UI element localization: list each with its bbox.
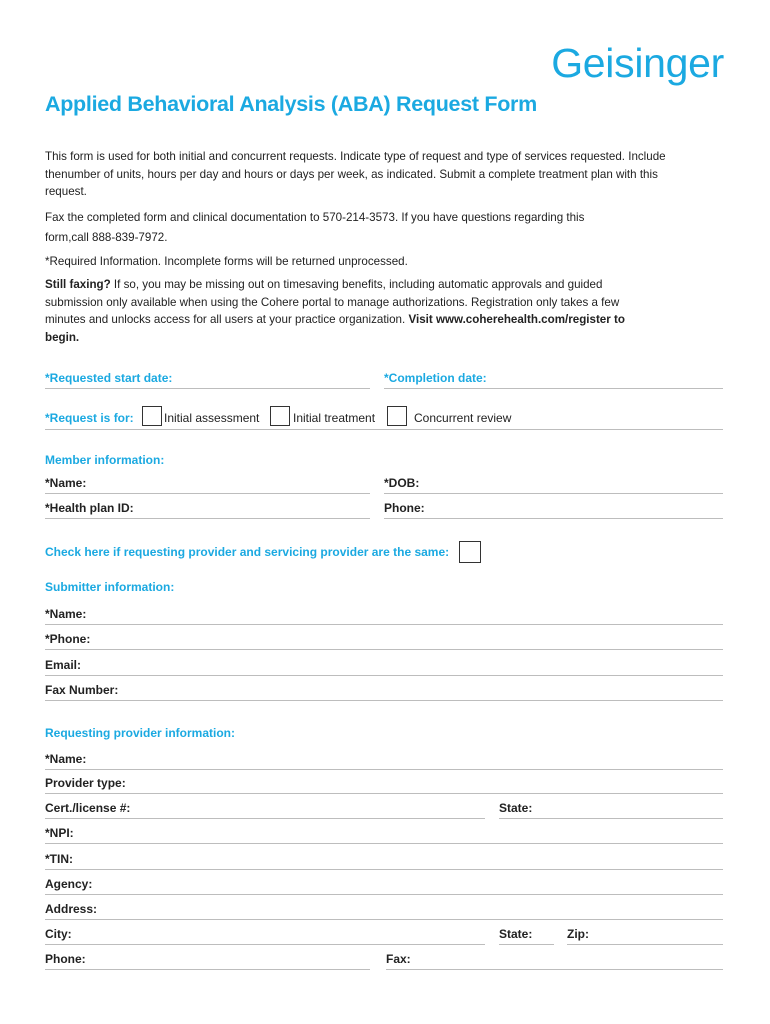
cert-state-label: State: xyxy=(499,801,533,815)
still-faxing-line: submission only available when using the Cohere portal to manage authorizations. Registration only takes a few xyxy=(45,295,620,309)
zip-label: Zip: xyxy=(567,927,589,941)
concurrent-review-label: Concurrent review xyxy=(414,411,512,425)
fax-line: form,call 888-839-7972. xyxy=(45,231,168,244)
intro-paragraph xyxy=(45,148,725,201)
member-dob-field[interactable] xyxy=(384,493,723,494)
intro-line: thenumber of units, hours per day and hours or days per week, as indicated. Submit a complete treatment plan with this xyxy=(45,167,658,181)
provider-fax-field[interactable] xyxy=(386,969,723,970)
zip-field[interactable] xyxy=(567,944,723,945)
submitter-email-field[interactable] xyxy=(45,675,723,676)
submitter-fax-label: Fax Number: xyxy=(45,683,119,697)
address-field[interactable] xyxy=(45,919,723,920)
provider-name-label: *Name: xyxy=(45,752,87,766)
intro-line: request. xyxy=(45,185,87,198)
provider-fax-label: Fax: xyxy=(386,952,411,966)
intro-line: This form is used for both initial and concurrent requests. Indicate type of request and type of services requested. Include xyxy=(45,150,666,163)
divider xyxy=(45,429,723,430)
requested-start-date-label: *Requested start date: xyxy=(45,371,173,385)
member-phone-field[interactable] xyxy=(384,518,723,519)
provider-type-label: Provider type: xyxy=(45,776,126,790)
npi-field[interactable] xyxy=(45,843,723,844)
provider-type-field[interactable] xyxy=(45,793,723,794)
submitter-phone-label: *Phone: xyxy=(45,632,91,646)
health-plan-id-label: *Health plan ID: xyxy=(45,501,134,515)
health-plan-id-field[interactable] xyxy=(45,518,370,519)
submitter-email-label: Email: xyxy=(45,658,82,672)
form-title: Applied Behavioral Analysis (ABA) Request Form xyxy=(45,92,537,116)
city-label: City: xyxy=(45,927,72,941)
submitter-info-heading: Submitter information: xyxy=(45,580,175,594)
visit-link-text-end: begin. xyxy=(45,330,80,344)
submitter-phone-field[interactable] xyxy=(45,649,723,650)
city-field[interactable] xyxy=(45,944,485,945)
cert-license-field[interactable] xyxy=(45,818,485,819)
still-faxing-text: If so, you may be missing out on timesaving benefits, including automatic approvals and guided xyxy=(110,278,603,291)
provider-phone-label: Phone: xyxy=(45,952,86,966)
submitter-name-field[interactable] xyxy=(45,624,723,625)
member-info-heading: Member information: xyxy=(45,453,165,467)
same-provider-checkbox[interactable] xyxy=(459,541,481,563)
member-name-label: *Name: xyxy=(45,476,87,490)
visit-link-text[interactable]: Visit www.coherehealth.com/register to xyxy=(408,313,625,326)
request-is-for-label: *Request is for: xyxy=(45,411,134,425)
completion-date-label: *Completion date: xyxy=(384,371,487,385)
npi-label: *NPI: xyxy=(45,826,74,840)
initial-assessment-checkbox[interactable] xyxy=(142,406,162,426)
completion-date-field[interactable] xyxy=(384,388,723,389)
still-faxing-paragraph xyxy=(45,276,725,346)
address-state-field[interactable] xyxy=(499,944,554,945)
member-name-field[interactable] xyxy=(45,493,370,494)
submitter-name-label: *Name: xyxy=(45,607,87,621)
fax-line: Fax the completed form and clinical documentation to 570-214-3573. If you have questions regarding this xyxy=(45,211,585,224)
member-dob-label: *DOB: xyxy=(384,476,420,490)
submitter-fax-field[interactable] xyxy=(45,700,723,701)
initial-treatment-label: Initial treatment xyxy=(293,411,376,425)
initial-assessment-label: Initial assessment xyxy=(164,411,260,425)
still-faxing-line: minutes and unlocks access for all users at your practice organization. xyxy=(45,313,409,326)
required-note: *Required Information. Incomplete forms will be returned unprocessed. xyxy=(45,255,408,268)
provider-name-field[interactable] xyxy=(45,769,723,770)
geisinger-logo: Geisinger xyxy=(551,40,724,86)
requesting-provider-heading: Requesting provider information: xyxy=(45,726,236,740)
still-faxing-bold: Still faxing? xyxy=(45,278,111,291)
provider-phone-field[interactable] xyxy=(45,969,370,970)
initial-treatment-checkbox[interactable] xyxy=(270,406,290,426)
address-label: Address: xyxy=(45,902,98,916)
member-phone-label: Phone: xyxy=(384,501,425,515)
address-state-label: State: xyxy=(499,927,533,941)
tin-field[interactable] xyxy=(45,869,723,870)
same-provider-label: Check here if requesting provider and servicing provider are the same: xyxy=(45,545,450,559)
tin-label: *TIN: xyxy=(45,852,73,866)
agency-field[interactable] xyxy=(45,894,723,895)
start-date-field[interactable] xyxy=(45,388,370,389)
agency-label: Agency: xyxy=(45,877,93,891)
cert-state-field[interactable] xyxy=(499,818,723,819)
concurrent-review-checkbox[interactable] xyxy=(387,406,407,426)
fax-paragraph xyxy=(45,208,725,248)
cert-license-label: Cert./license #: xyxy=(45,801,131,815)
